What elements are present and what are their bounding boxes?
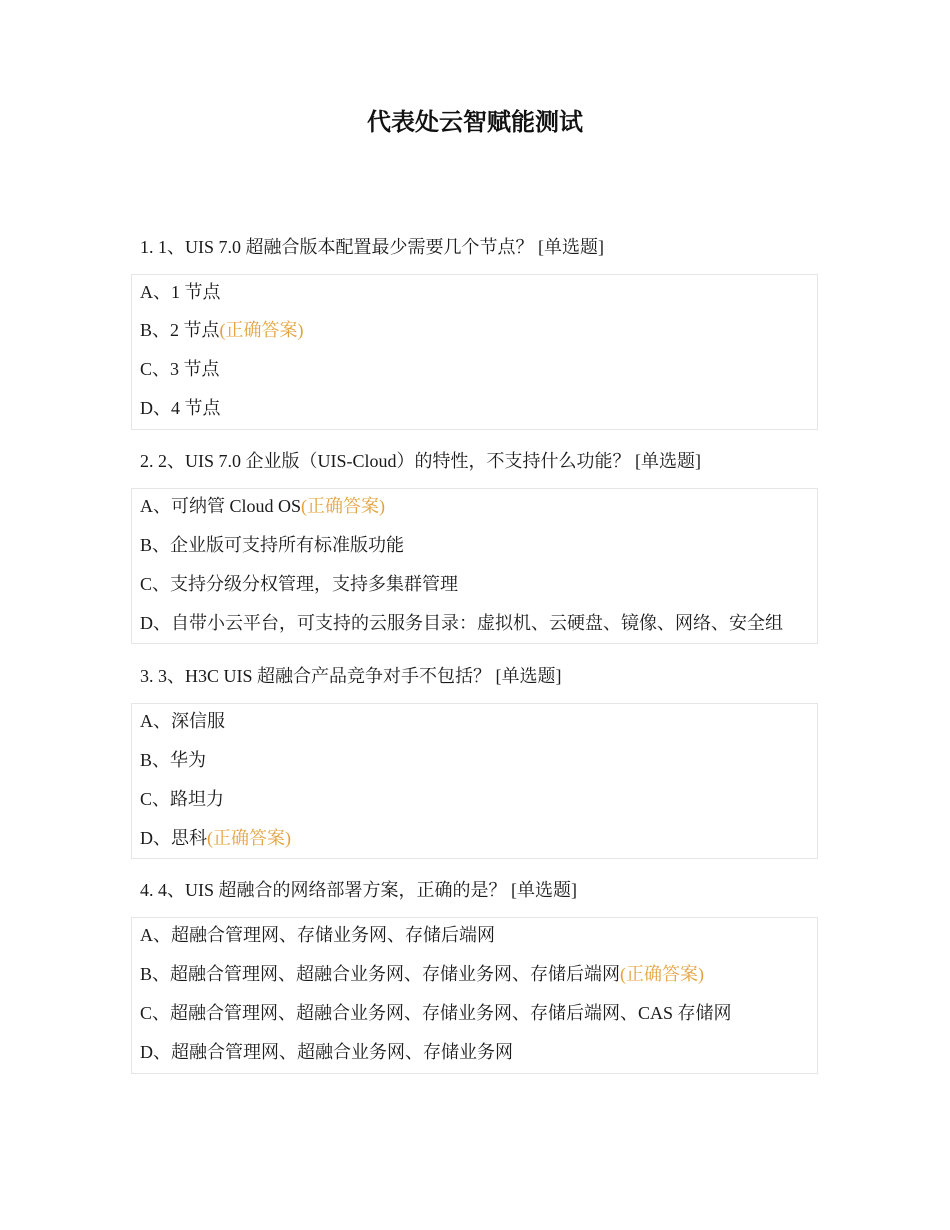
option-b	[140, 747, 206, 773]
option-text: C、路坦力	[140, 789, 225, 809]
option-c	[140, 786, 224, 812]
option-a	[140, 708, 225, 734]
option-text: B、企业版可支持所有标准版功能	[140, 535, 405, 555]
option-d	[140, 1039, 513, 1065]
option-text: D、自带小云平台，可支持的云服务目录：虚拟机、云硬盘、镜像、网络、安全组	[140, 613, 783, 633]
correct-answer-mark: (正确答案)	[620, 964, 705, 984]
option-text: A、1 节点	[140, 282, 221, 302]
question-text: 3. 3、H3C UIS 超融合产品竞争对手不包括？ [单选题]	[140, 666, 562, 686]
options-box	[131, 488, 818, 644]
option-c	[140, 356, 220, 382]
option-text: B、2 节点	[140, 320, 220, 340]
option-c	[140, 571, 458, 597]
correct-answer-mark: (正确答案)	[219, 320, 304, 340]
option-text: D、超融合管理网、超融合业务网、存储业务网	[140, 1042, 513, 1062]
option-text: A、可纳管 Cloud OS	[140, 496, 302, 516]
options-box	[131, 917, 818, 1074]
question-text: 4. 4、UIS 超融合的网络部署方案，正确的是？ [单选题]	[140, 880, 577, 900]
page-title: 代表处云智赋能测试	[367, 110, 583, 136]
option-b	[140, 961, 704, 987]
option-c	[140, 1000, 732, 1026]
option-text: A、超融合管理网、存储业务网、存储后端网	[140, 925, 495, 945]
option-text: C、3 节点	[140, 359, 220, 379]
options-box	[131, 703, 818, 859]
option-a	[140, 493, 385, 519]
options-box	[131, 274, 818, 430]
option-a	[140, 922, 495, 948]
option-d	[140, 610, 783, 636]
option-text: D、4 节点	[140, 398, 221, 418]
option-text: C、支持分级分权管理，支持多集群管理	[140, 574, 459, 594]
question-text: 2. 2、UIS 7.0 企业版（UIS-Cloud）的特性，不支持什么功能？ [单选题]	[140, 451, 701, 471]
option-d	[140, 395, 221, 421]
option-text: B、超融合管理网、超融合业务网、存储业务网、存储后端网	[140, 964, 621, 984]
option-b	[140, 317, 304, 343]
option-text: B、华为	[140, 750, 207, 770]
option-d	[140, 825, 291, 851]
correct-answer-mark: (正确答案)	[207, 828, 291, 848]
correct-answer-mark: (正确答案)	[301, 496, 386, 516]
option-text: D、思科	[140, 828, 207, 848]
option-text: A、深信服	[140, 711, 225, 731]
option-text: C、超融合管理网、超融合业务网、存储业务网、存储后端网、CAS 存储网	[140, 1003, 732, 1023]
question-text: 1. 1、UIS 7.0 超融合版本配置最少需要几个节点？ [单选题]	[140, 237, 604, 257]
option-a	[140, 279, 221, 305]
option-b	[140, 532, 404, 558]
